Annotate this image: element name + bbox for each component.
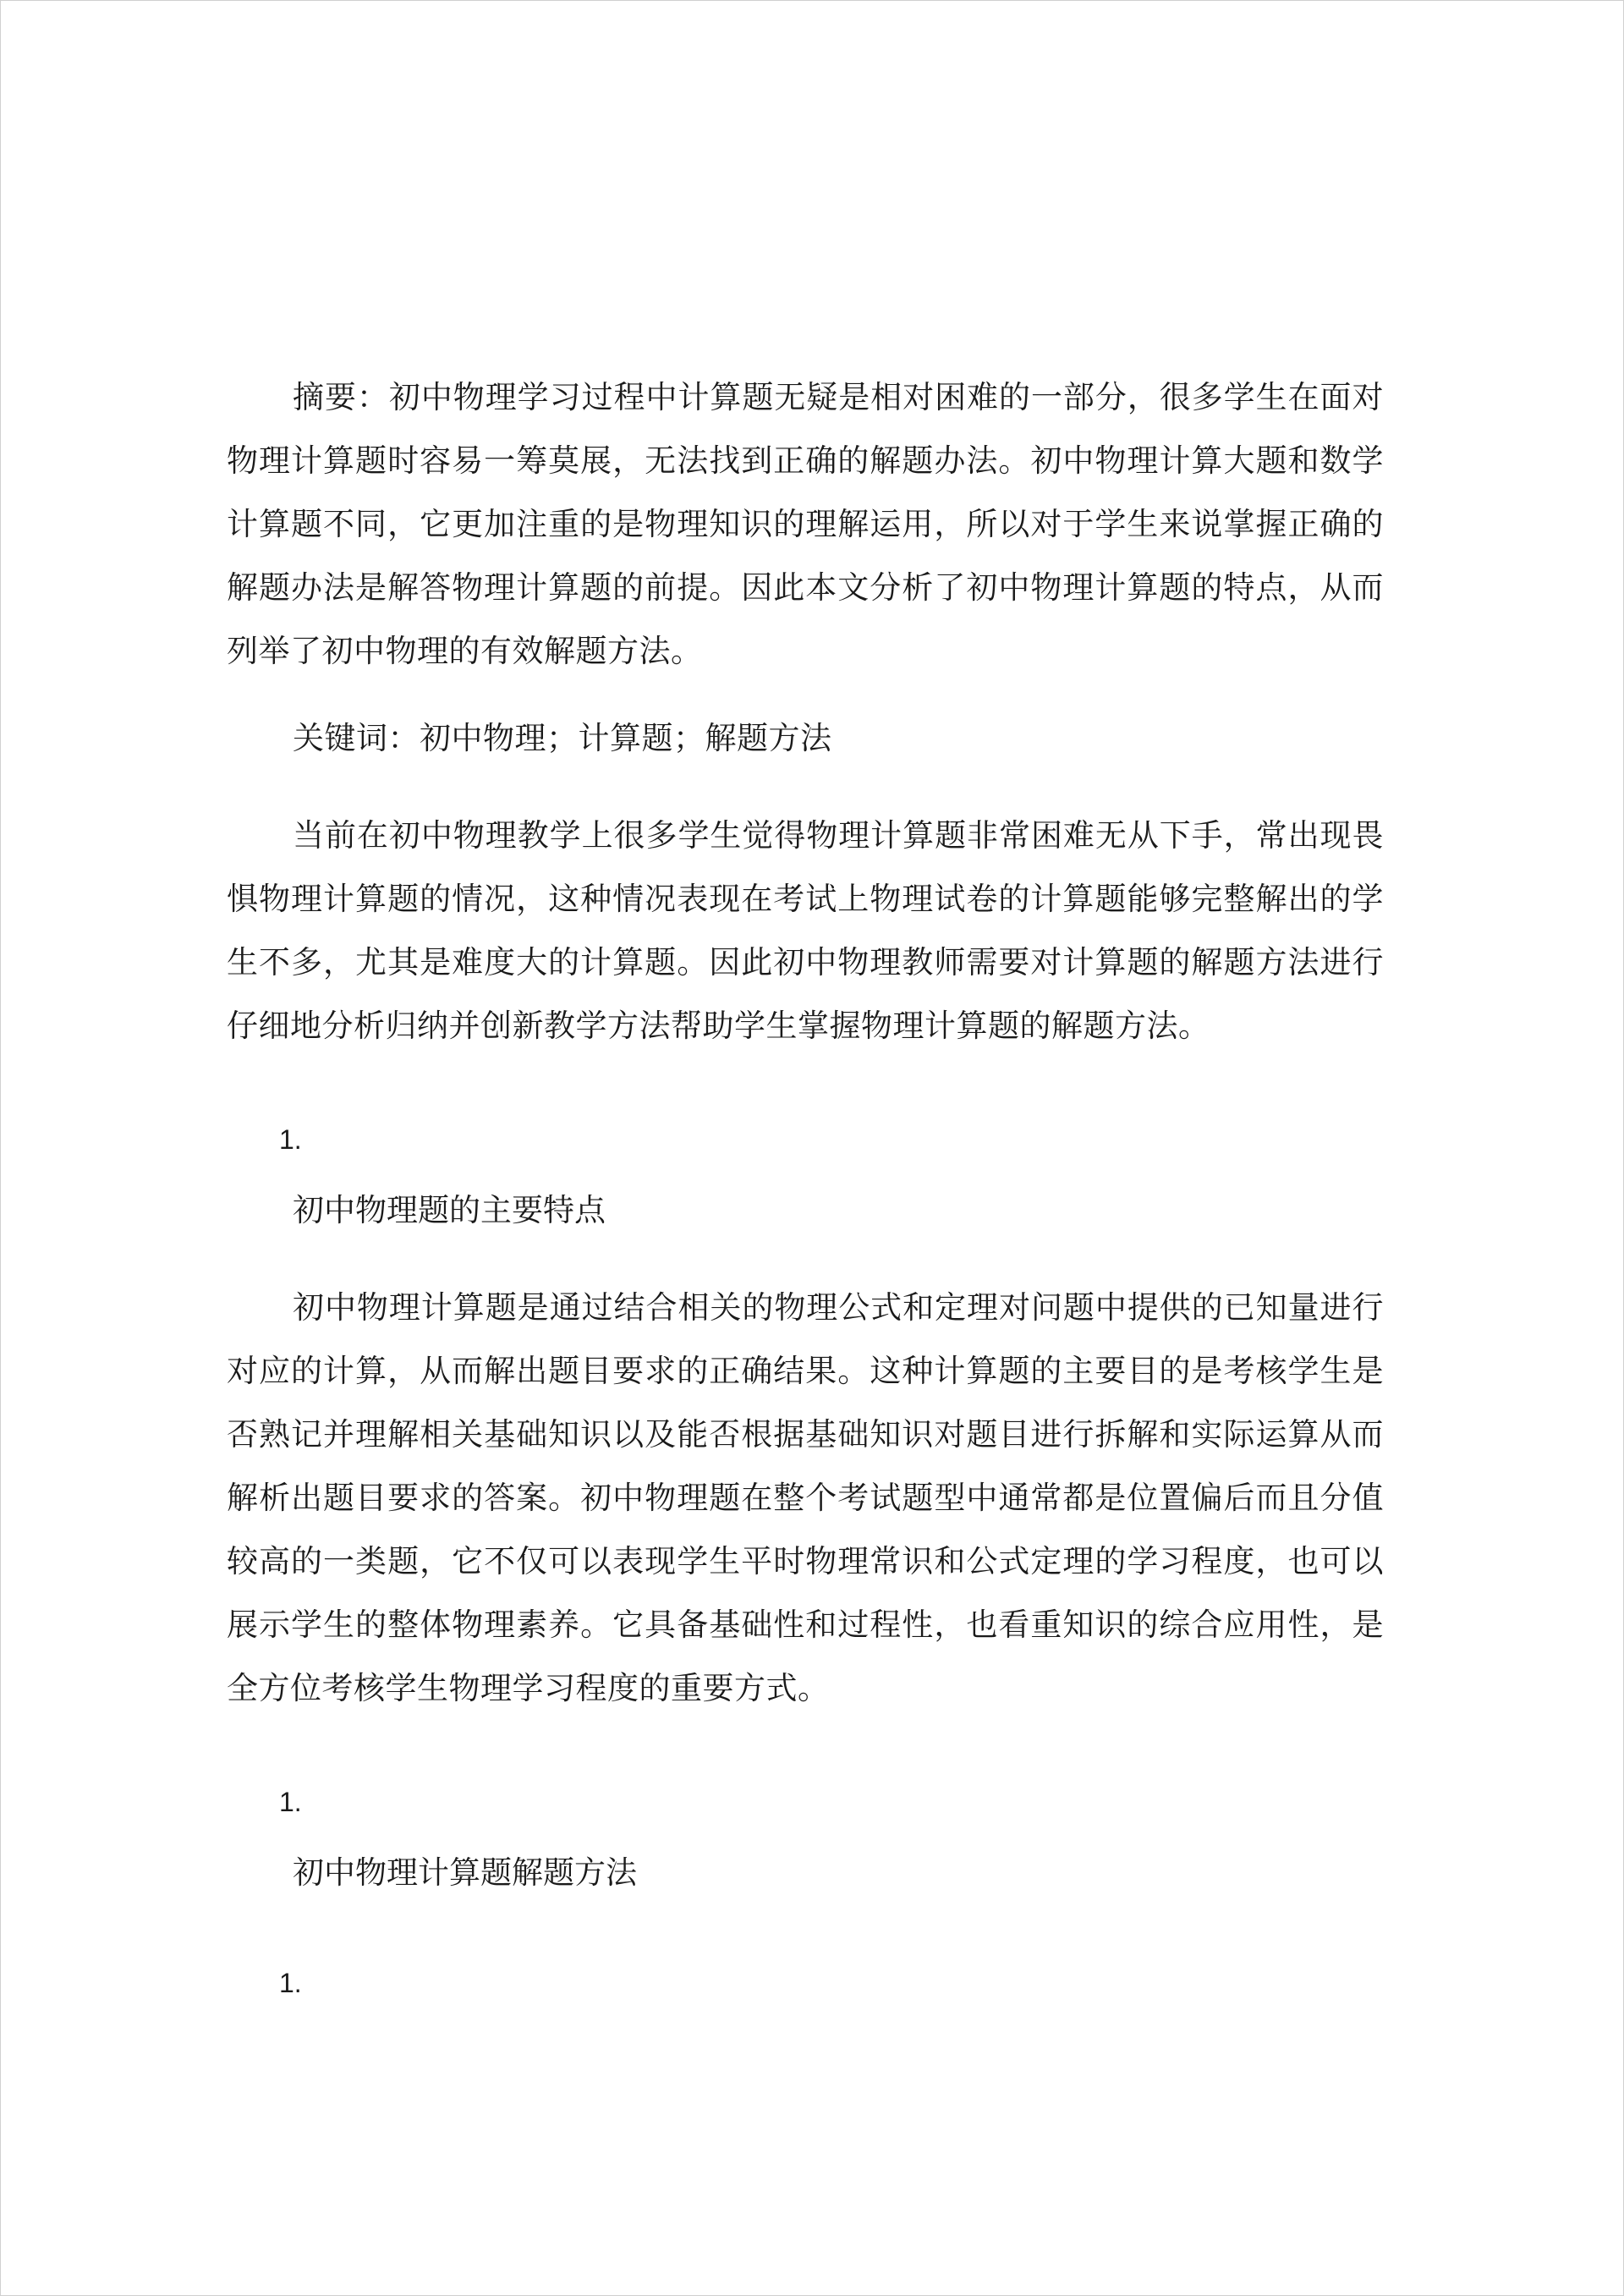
intro-paragraph: 当前在初中物理教学上很多学生觉得物理计算题非常困难无从下手，常出现畏惧物理计算题的情况，这种情况表现在考试上物理试卷的计算题能够完整解出的学生不多，尤其是难度大的计算题。因此初中物理教师需要对计算题的解题方法进行仔细地分析归纳并创新教学方法帮助学生掌握物理计算题的解题方法。	[227, 817, 1384, 1044]
section-1-number: 1.	[279, 1124, 302, 1155]
section-2-heading: 初中物理计算题解题方法	[293, 1854, 637, 1891]
document-body	[227, 365, 1384, 2015]
abstract-paragraph: 摘要：初中物理学习过程中计算题无疑是相对困难的一部分，很多学生在面对物理计算题时容易一筹莫展，无法找到正确的解题办法。初中物理计算大题和数学计算题不同，它更加注重的是物理知识的理解运用，所以对于学生来说掌握正确的解题办法是解答物理计算题的前提。因此本文分析了初中物理计算题的特点，从而列举了初中物理的有效解题方法。	[227, 379, 1384, 669]
section-3-number: 1.	[279, 1968, 302, 1998]
section-1-body: 初中物理计算题是通过结合相关的物理公式和定理对问题中提供的已知量进行对应的计算，从而解出题目要求的正确结果。这种计算题的主要目的是考核学生是否熟记并理解相关基础知识以及能否根据基础知识对题目进行拆解和实际运算从而解析出题目要求的答案。初中物理题在整个考试题型中通常都是位置偏后而且分值较高的一类题，它不仅可以表现学生平时物理常识和公式定理的学习程度，也可以展示学生的整体物理素养。它具备基础性和过程性，也看重知识的综合应用性，是全方位考核学生物理学习程度的重要方式。	[227, 1289, 1384, 1706]
section-2-number: 1.	[279, 1787, 302, 1817]
keywords-line: 关键词：初中物理；计算题；解题方法	[293, 720, 832, 756]
section-1-heading: 初中物理题的主要特点	[293, 1192, 606, 1228]
